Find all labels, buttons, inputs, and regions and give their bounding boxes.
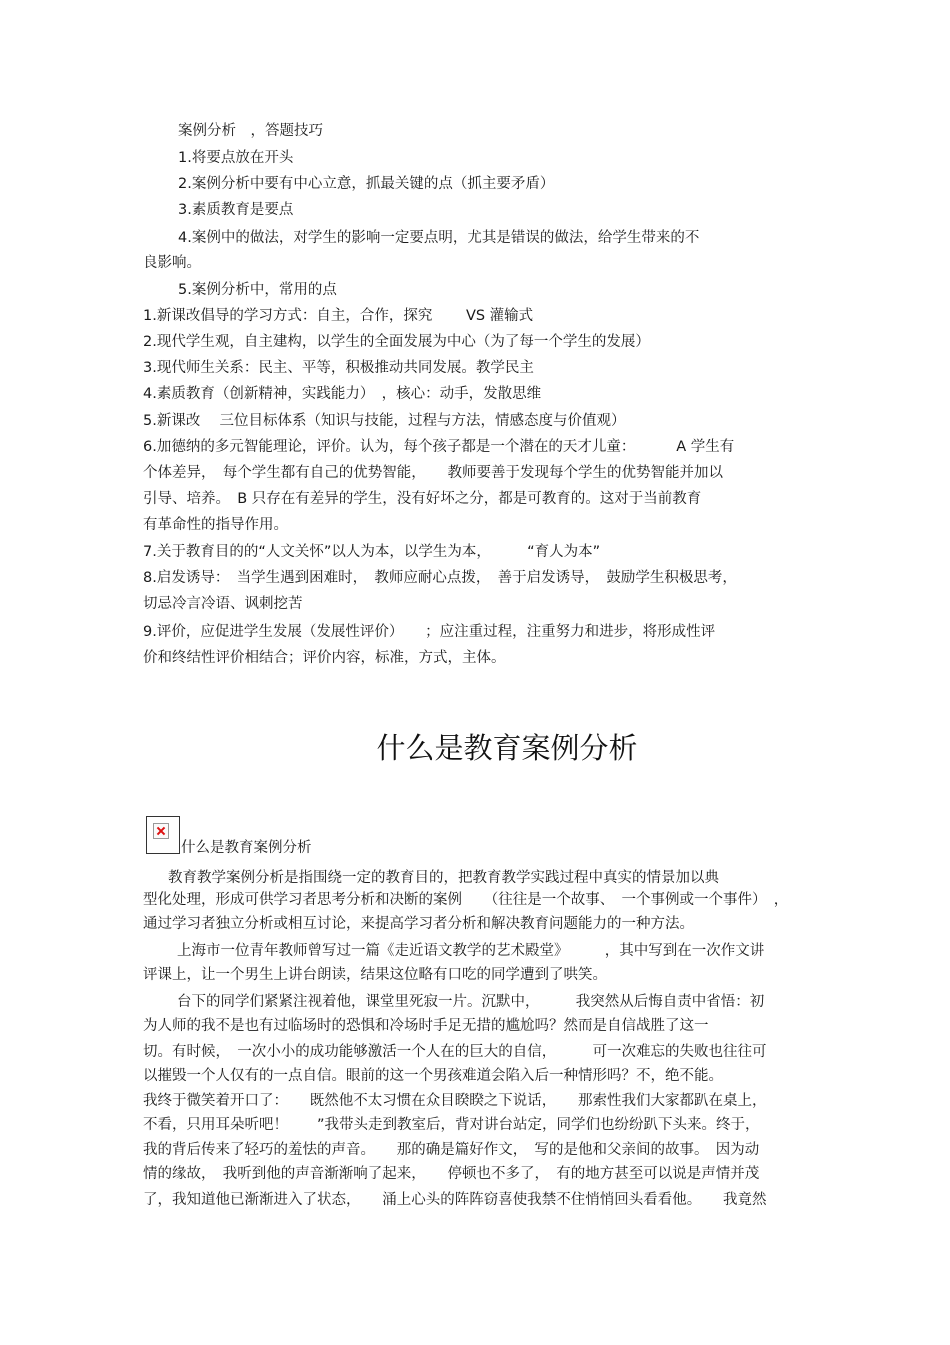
point-line: 6.加德纳的多元智能理论，评价。认为，每个孩子都是一个潜在的天才儿童： A 学生有 (143, 439, 735, 455)
point-line: 价和终结性评价相结合；评价内容，标准，方式，主体。 (143, 650, 506, 666)
paragraph-line: 情的缘故， 我听到他的声音渐渐响了起来， 停顿也不多了， 有的地方甚至可以说是声情并茂 (143, 1166, 760, 1182)
paragraph-line: 为人师的我不是也有过临场时的恐惧和冷场时手足无措的尴尬吗？然而是自信战胜了这一 (143, 1018, 709, 1034)
paragraph-line: 我的背后传来了轻巧的羞怯的声音。 那的确是篇好作文， 写的是他和父亲间的故事。 因为动 (143, 1142, 760, 1158)
paragraph-line: 我终于微笑着开口了： 既然他不太习惯在众目睽睽之下说话， 那索性我们大家都趴在桌上， (143, 1093, 767, 1109)
point-line: 引导、培养。 B 只存在有差异的学生，没有好坏之分，都是可教育的。这对于当前教育 (143, 491, 702, 507)
point-line: 7.关于教育目的的“人文关怀”以人为本，以学生为本， “育人为本” (143, 544, 601, 560)
paragraph-line: 通过学习者独立分析或相互讨论，来提高学习者分析和解决教育问题能力的一种方法。 (143, 916, 694, 932)
point-line: 个体差异， 每个学生都有自己的优势智能， 教师要善于发现每个学生的优势智能并加以 (143, 465, 723, 481)
paragraph-line: 不看，只用耳朵听吧！ ”我带头走到教室后，背对讲台站定，同学们也纷纷趴下头来。终于， (143, 1117, 760, 1133)
paragraph-line: 了，我知道他已渐渐进入了状态， 涌上心头的阵阵窃喜使我禁不住悄悄回头看看他。 我竟然 (143, 1192, 767, 1208)
broken-image-icon (146, 816, 180, 854)
tip-line: 5.案例分析中，常用的点 (178, 282, 337, 298)
paragraph-line: 上海市一位青年教师曾写过一篇《走近语文教学的艺术殿堂》 ，其中写到在一次作文讲 (177, 943, 765, 959)
tip-line: 2.案例分析中要有中心立意，抓最关键的点（抓主要矛盾） (178, 176, 555, 192)
paragraph-line: 台下的同学们紧紧注视着他，课堂里死寂一片。沉默中， 我突然从后悔自责中省悟：初 (177, 994, 765, 1010)
tip-line: 1.将要点放在开头 (178, 150, 294, 166)
tip-line: 3.素质教育是要点 (178, 202, 294, 218)
close-icon (153, 823, 169, 839)
point-line: 8.启发诱导： 当学生遇到困难时， 教师应耐心点拨， 善于启发诱导， 鼓励学生积极思考， (143, 570, 737, 586)
paragraph-line: 教育教学案例分析是指围绕一定的教育目的，把教育教学实践过程中真实的情景加以典 (168, 870, 719, 886)
point-line: 4.素质教育（创新精神，实践能力） ，核心：动手，发散思维 (143, 386, 542, 402)
paragraph-line: 型化处理，形成可供学习者思考分析和决断的案例 （往往是一个故事、 一个事例或一个事件） ， (143, 892, 789, 908)
point-line: 5.新课改 三位目标体系（知识与技能，过程与方法，情感态度与价值观） (143, 413, 626, 429)
point-line: 9.评价，应促进学生发展（发展性评价） ；应注重过程，注重努力和进步，将形成性评 (143, 624, 716, 640)
paragraph-line: 以摧毁一个人仅有的一点自信。眼前的这一个男孩难道会陷入后一种情形吗？不，绝不能。 (143, 1068, 723, 1084)
point-line: 1.新课改倡导的学习方式：自主，合作，探究 VS 灌输式 (143, 308, 534, 324)
point-line: 2.现代学生观，自主建构，以学生的全面发展为中心（为了每一个学生的发展） (143, 334, 650, 350)
point-line: 3.现代师生关系：民主、平等，积极推动共同发展。教学民主 (143, 360, 534, 376)
image-caption: 什么是教育案例分析 (181, 840, 312, 856)
page-title: 什么是教育案例分析 (376, 731, 638, 765)
point-line: 有革命性的指导作用。 (143, 517, 288, 533)
point-line: 切忌冷言冷语、讽刺挖苦 (143, 596, 303, 612)
tip-line: 良影响。 (143, 255, 201, 271)
paragraph-line: 切。有时候， 一次小小的成功能够激活一个人在的巨大的自信， 可一次难忘的失败也往往可 (143, 1044, 767, 1060)
paragraph-line: 评课上，让一个男生上讲台朗读，结果这位略有口吃的同学遭到了哄笑。 (143, 967, 607, 983)
section-heading: 案例分析 ，答题技巧 (178, 123, 323, 139)
tip-line: 4.案例中的做法，对学生的影响一定要点明，尤其是错误的做法，给学生带来的不 (178, 230, 700, 246)
